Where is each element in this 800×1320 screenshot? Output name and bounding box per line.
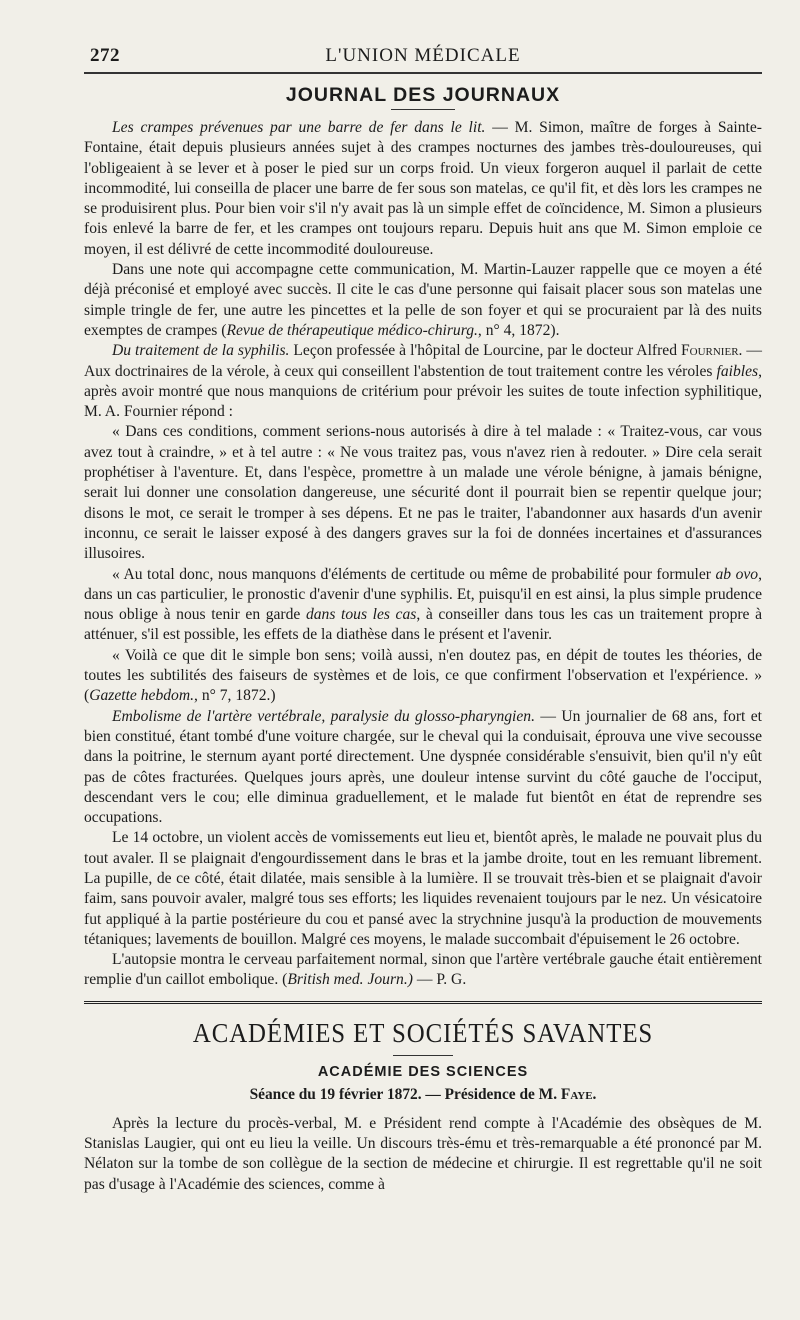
source-citation: Gazette hebdom. — [89, 687, 195, 705]
article-text: Leçon professée à l'hôpital de Lourcine, par le docteur Alfred — [289, 342, 681, 360]
article-embolisme — [84, 707, 762, 829]
article-text: , après avoir montré que nous manquions de critérium pour prévoir les suites de toute infection syphilitique, M. A. Fournier répond : — [84, 362, 762, 421]
article-text: , à conseiller dans tous les cas un traitement propre à atténuer, s'il est possible, les effets de la diathèse dans le présent et l'avenir. — [84, 606, 763, 644]
emphasis: dans tous les cas — [305, 606, 417, 624]
article-text: . — Aux doctrinaires de la vérole, à ceux qui conseillent l'abstention de tout traitement contre les véroles — [84, 342, 762, 380]
section-title-academies: ACADÉMIES ET SOCIÉTÉS SAVANTES — [192, 1017, 654, 1048]
journal-name: L'UNION MÉDICALE — [325, 45, 521, 66]
header-rule — [84, 72, 762, 74]
article-text: — P. G. — [412, 971, 467, 989]
article-crampes — [84, 118, 762, 260]
title-rule — [393, 1055, 453, 1056]
article-text: , n° 7, 1872.) — [194, 687, 276, 705]
page-number: 272 — [90, 45, 120, 66]
subsection-title: ACADÉMIE DES SCIENCES — [317, 1063, 529, 1080]
article-text: , n° 4, 1872). — [477, 321, 560, 339]
section-title: JOURNAL DES JOURNAUX — [285, 84, 561, 106]
president-name: Faye — [560, 1085, 593, 1103]
article-text: « Voilà ce que dit le simple bon sens; voilà aussi, n'en doutez pas, en dépit de toutes les théories, de toutes les subtilités des faiseurs de systèmes et de lois, ce que confirment l'observation et l'expérience. » ( — [84, 646, 762, 705]
session-text: . — [592, 1085, 597, 1103]
session-line — [84, 1086, 762, 1104]
article-paragraph — [84, 950, 762, 991]
article-title: Les crampes prévenues par une barre de fer dans le lit. — [112, 119, 486, 136]
session-text: Séance du 19 février 1872. — Présidence de M. — [249, 1085, 561, 1103]
article-text: L'autopsie montra le cerveau parfaitement normal, sinon que l'artère vertébrale gauche était entièrement remplie d'un caillot embolique. ( — [84, 951, 762, 989]
emphasis: ab ovo — [715, 565, 759, 583]
article-text: , dans un cas particulier, le pronostic d'avenir d'une syphilis. Et, puisqu'il en est ainsi, la plus simple prudence nous oblige à nous tenir en garde — [84, 565, 763, 624]
session-paragraph: Après la lecture du procès-verbal, M. e Président rend compte à l'Académie des obsèques de M. Stanislas Laugier, qui ont eu lieu la veille. Un discours très-ému et très-remarquable a été prononcé par M. Nélaton sur la tombe de son collègue de la section de médecine et chirurgie. Il est regrettable qu'il ne soit pas d'usage à l'Académie des sciences, comme à — [84, 1114, 762, 1193]
emphasis: faibles — [716, 362, 759, 380]
title-rule — [391, 109, 455, 110]
article-text: « Au total donc, nous manquons d'éléments de certitude ou même de probabilité pour formuler — [112, 565, 716, 583]
article-text: — M. Simon, maître de forges à Sainte-Fontaine, était depuis plusieurs années sujet à des crampes nocturnes des jambes très-douloureuses, qui l'obligeaient à se lever et à poser le pied sur un corps froid. Un vieux forgeron auquel il parlait de cette incommodité, lui conseilla de placer une barre de fer sous son matelas, ce qu'il fit, et dès lors les crampes ne se produisirent plus. Pour bien voir s'il n'y avait pas là un simple effet de coïncidence, M. Simon a plusieurs fois enlevé la barre de fer, et les crampes ont toujours reparu. Depuis huit ans que M. Simon emploie ce moyen, il est délivré de cette incommodité douloureuse. — [84, 119, 763, 258]
article-syphilis — [84, 341, 762, 422]
article-title: Du traitement de la syphilis. — [112, 342, 290, 360]
running-head — [84, 40, 762, 70]
author-name: Fournier — [680, 342, 739, 360]
article-text: — Un journalier de 68 ans, fort et bien constitué, étant tombé d'une voiture chargée, sur le cheval qui la conduisait, éprouva une vive secousse dans la poitrine, le sternum ayant porté directement. Une dyspnée considérable s'ensuivit, bien qu'il n'y eût pas de côtes fracturées. Quelques jours après, une douleur intense survint du côté gauche de l'occiput, descendant vers le cou; elle diminua graduellement, et le malade fut bientôt en état de reprendre ses occupations. — [84, 707, 762, 827]
source-citation: British med. Journ.) — [287, 971, 413, 989]
section-divider — [84, 1001, 762, 1006]
source-citation: Revue de thérapeutique médico-chirurg. — [226, 321, 478, 339]
article-paragraph: Le 14 octobre, un violent accès de vomissements eut lieu et, bientôt après, le malade ne pouvait plus du tout avaler. Il se plaignait d'engourdissement dans le bras et la jambe droite, tout en les remuant librement. La pupille, de ce côté, était dilatée, mais sensible à la lumière. Il se trouvait très-bien et se plaignait d'avoir faim, sans pouvoir avaler, malgré tous ses efforts; les liquides revenaient toujours par le nez. Un vésicatoire fut appliqué à la partie postérieure du cou et pansé avec la strychnine jusqu'à la production de mouvements tétaniques; lavements de bouillon. Malgré ces moyens, le malade succombait d'épuisement le 26 octobre. — [84, 829, 762, 948]
article-paragraph — [84, 260, 762, 341]
article-title: Embolisme de l'artère vertébrale, paralysie du glosso-pharyngien. — [112, 707, 536, 725]
article-text: Dans une note qui accompagne cette communication, M. Martin-Lauzer rappelle que ce moyen a été déjà préconisé et employé avec succès. Il cite le cas d'une personne qui faisait placer sous son matelas une simple tringle de fer, une autre les pincettes et la pelle de son foyer et qui se procuraient par là des nuits exemptes de crampes ( — [84, 261, 762, 339]
quote-paragraph — [84, 646, 762, 707]
quote-paragraph: « Dans ces conditions, comment serions-nous autorisés à dire à tel malade : « Traitez-vous, car vous avez tout à craindre, » et à tel autre : « Ne vous traitez pas, vous n'avez rien à redouter. » Dire cela serait prophétiser à l'aventure. Et, dans l'espèce, promettre à un malade une vérole bénigne, à jamais bénigne, serait lui donner une consolation dangereuse, une sécurité dont il pourrait bien se repentir quelque jour; disons le mot, ce serait le tromper à ses dépens. Et ne pas le traiter, l'abandonner aux hasards d'un avenir inconnu, ce serait le laisser exposé à des dangers graves sur la foi de données incertaines et d'assurances illusoires. — [84, 423, 762, 563]
quote-paragraph — [84, 565, 762, 646]
